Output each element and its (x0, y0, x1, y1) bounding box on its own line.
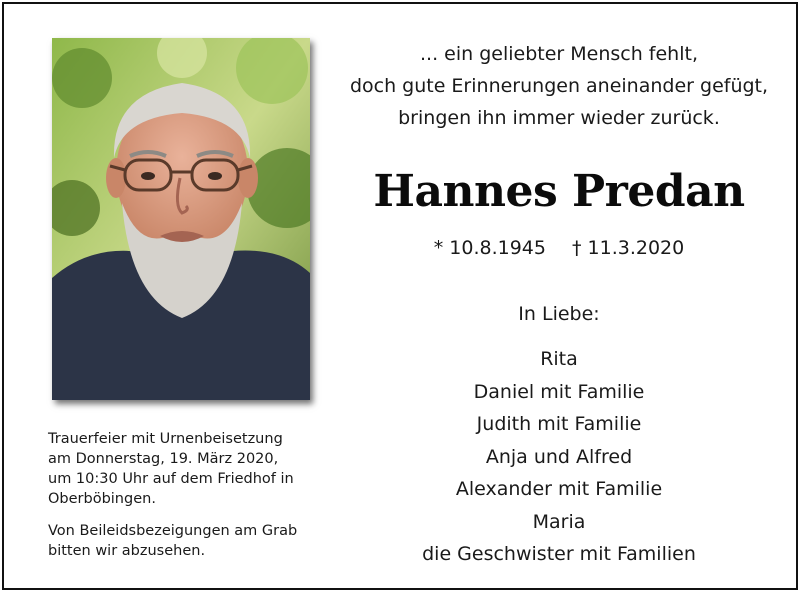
family-member: Anja und Alfred (485, 445, 633, 468)
family-member: Judith mit Familie (476, 413, 642, 435)
in-love-label: In Liebe: (518, 303, 600, 325)
family-member: die Geschwister mit Familien (422, 543, 696, 565)
ceremony-line: um 10:30 Uhr auf dem Friedhof in (48, 471, 294, 487)
family-member: Daniel mit Familie (473, 380, 645, 403)
death-date: † 11.3.2020 (572, 237, 685, 259)
condolence-notice (48, 521, 297, 561)
portrait-illustration (52, 38, 310, 400)
family-list (344, 343, 774, 571)
ceremony-line: am Donnerstag, 19. März 2020, (48, 451, 279, 467)
quote-line: bringen ihn immer wieder zurück. (398, 107, 720, 129)
quote-line: ... ein geliebter Mensch fehlt, (420, 43, 698, 65)
condolence-line: bitten wir abzusehen. (48, 543, 206, 559)
memorial-quote (344, 38, 774, 134)
obituary-card (2, 2, 798, 590)
birth-date: * 10.8.1945 (433, 237, 546, 259)
quote-line: doch gute Erinnerungen aneinander gefügt, (349, 75, 769, 97)
deceased-name: Hannes Predan (373, 166, 745, 217)
family-member: Alexander mit Familie (455, 478, 663, 500)
family-member: Rita (540, 348, 578, 370)
family-member: Maria (532, 510, 586, 533)
portrait-photo (52, 38, 310, 400)
condolence-line: Von Beileidsbezeigungen am Grab (48, 523, 298, 539)
life-dates (344, 234, 774, 262)
ceremony-notice (48, 429, 294, 509)
ceremony-line: Oberböbingen. (48, 491, 156, 507)
ceremony-line: Trauerfeier mit Urnenbeisetzung (48, 431, 283, 447)
